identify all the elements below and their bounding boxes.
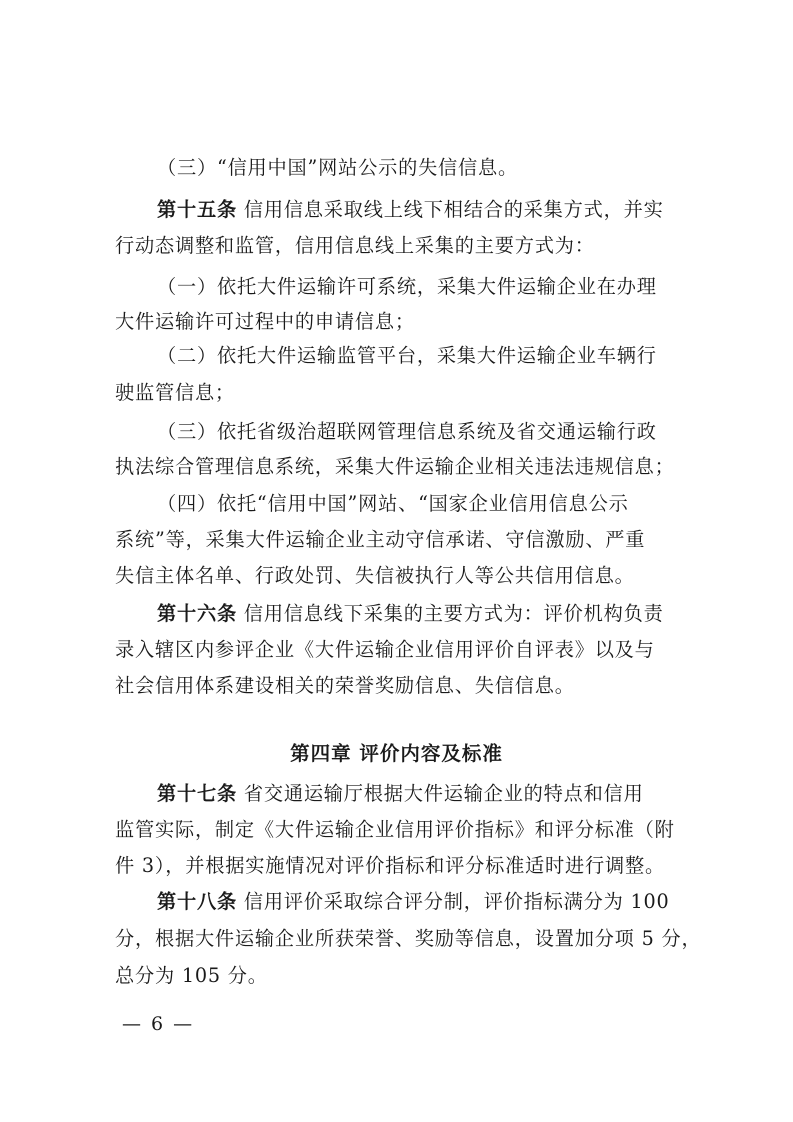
- paragraph-line: 系统”等，采集大件运输企业主动守信承诺、守信激励、严重: [115, 528, 646, 551]
- article-16-line-1: [157, 600, 664, 628]
- article-15-line-1: [157, 196, 664, 224]
- paragraph-line: 总分为 105 分。: [115, 964, 268, 987]
- paragraph-line: 录入辖区内参评企业《大件运输企业信用评价自评表》以及与: [115, 638, 655, 661]
- chapter-heading: 第四章 评价内容及标准: [290, 742, 503, 765]
- article-text: 信用信息线下采集的主要方式为：评价机构负责: [236, 602, 664, 625]
- article-label: 第十七条: [157, 782, 237, 805]
- article-label: 第十五条: [157, 198, 237, 221]
- article-label: 第十八条: [157, 890, 237, 913]
- article-text: 信用信息采取线上线下相结合的采集方式，并实: [236, 198, 664, 221]
- paragraph-line: （一）依托大件运输许可系统，采集大件运输企业在办理: [157, 275, 657, 298]
- paragraph-line: 失信主体名单、行政处罚、失信被执行人等公共信用信息。: [115, 564, 635, 587]
- paragraph-line: 社会信用体系建设相关的荣誉奖励信息、失信信息。: [115, 674, 575, 697]
- article-label: 第十六条: [157, 602, 237, 625]
- paragraph-line: （三）“信用中国”网站公示的失信信息。: [157, 156, 519, 179]
- article-18-line-1: [157, 888, 670, 916]
- paragraph-line: 件 3），并根据实施情况对评价指标和评分标准适时进行调整。: [115, 854, 665, 877]
- paragraph-line: 驶监管信息；: [115, 381, 235, 404]
- paragraph-line: （三）依托省级治超联网管理信息系统及省交通运输行政: [157, 420, 657, 443]
- paragraph-line: 行动态调整和监管，信用信息线上采集的主要方式为：: [115, 234, 595, 257]
- article-17-line-1: [157, 780, 644, 808]
- article-text: 信用评价采取综合评分制，评价指标满分为 100: [236, 890, 670, 913]
- page-number: — 6 —: [122, 1013, 195, 1035]
- paragraph-line: 监管实际，制定《大件运输企业信用评价指标》和评分标准（附: [115, 818, 675, 841]
- paragraph-line: （二）依托大件运输监管平台，采集大件运输企业车辆行: [157, 344, 657, 367]
- paragraph-line: 大件运输许可过程中的申请信息；: [115, 310, 415, 333]
- article-text: 省交通运输厅根据大件运输企业的特点和信用: [236, 782, 644, 805]
- paragraph-line: 分，根据大件运输企业所获荣誉、奖励等信息，设置加分项 5 分，: [115, 927, 702, 950]
- paragraph-line: 执法综合管理信息系统，采集大件运输企业相关违法违规信息；: [115, 455, 675, 478]
- paragraph-line: （四）依托“信用中国”网站、“国家企业信用信息公示: [157, 492, 629, 515]
